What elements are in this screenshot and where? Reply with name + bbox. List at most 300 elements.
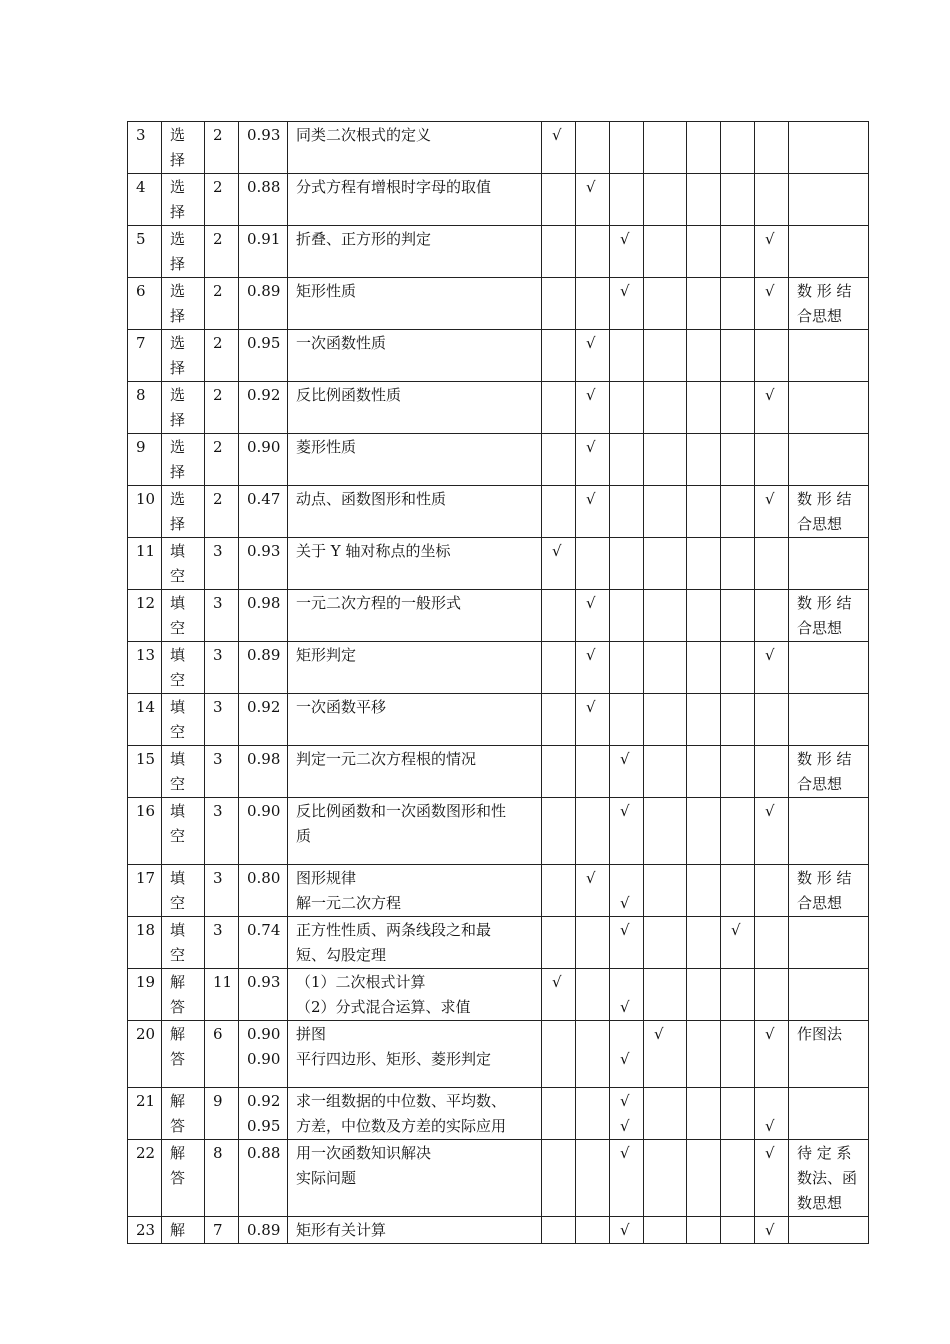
knowledge-point-line: 求一组数据的中位数、平均数、 <box>296 1092 507 1110</box>
knowledge-point-line: 矩形有关计算 <box>296 1221 387 1239</box>
question-type-line: 填 <box>170 802 186 820</box>
question-type-line: 择 <box>170 203 186 221</box>
check-mark-cell-line: √ <box>765 282 775 300</box>
check-mark-cell <box>644 1217 687 1244</box>
knowledge-point <box>288 1140 542 1217</box>
question-type-line: 空 <box>170 775 186 793</box>
method-note <box>789 278 869 330</box>
check-mark-cell-line: √ <box>765 646 775 664</box>
question-score-text: 3 <box>213 542 223 560</box>
question-number-text: 11 <box>136 542 156 560</box>
method-note <box>789 1021 869 1088</box>
check-mark-cell <box>610 122 644 174</box>
check-mark-cell <box>721 1217 755 1244</box>
question-score <box>205 486 239 538</box>
question-type-line: 择 <box>170 255 186 273</box>
method-note <box>789 865 869 917</box>
check-mark-cell-line: √ <box>586 646 596 664</box>
check-mark-cell <box>644 278 687 330</box>
difficulty <box>239 330 288 382</box>
question-type-line: 空 <box>170 567 186 585</box>
difficulty-line: 0.88 <box>247 1144 281 1162</box>
check-mark-cell <box>542 1021 576 1088</box>
check-mark-cell-line: √ <box>765 1117 775 1135</box>
check-mark-cell <box>644 382 687 434</box>
method-note <box>789 486 869 538</box>
check-mark-cell <box>721 746 755 798</box>
knowledge-point-line: 矩形判定 <box>296 646 357 664</box>
check-mark-cell <box>687 434 721 486</box>
question-type <box>162 486 205 538</box>
question-score <box>205 1140 239 1217</box>
difficulty <box>239 226 288 278</box>
check-mark-cell-line: √ <box>586 594 596 612</box>
check-mark-cell <box>576 917 610 969</box>
question-type <box>162 1021 205 1088</box>
method-note-line: 合思想 <box>797 515 843 533</box>
question-score <box>205 1021 239 1088</box>
check-mark-cell <box>576 486 610 538</box>
method-note <box>789 1217 869 1244</box>
check-mark-cell <box>721 865 755 917</box>
knowledge-point <box>288 330 542 382</box>
question-type-line: 填 <box>170 698 186 716</box>
question-number-text: 18 <box>136 921 156 939</box>
check-mark-cell <box>687 1021 721 1088</box>
check-mark-cell <box>755 486 789 538</box>
question-number-text: 7 <box>136 334 146 352</box>
question-number-text: 22 <box>136 1144 156 1162</box>
check-mark-cell <box>542 122 576 174</box>
table-row <box>128 1021 869 1088</box>
difficulty <box>239 1088 288 1140</box>
question-type-line: 择 <box>170 151 186 169</box>
question-number-text: 19 <box>136 973 156 991</box>
check-mark-cell <box>610 434 644 486</box>
question-number-text: 4 <box>136 178 146 196</box>
check-mark-cell-line: √ <box>620 894 630 912</box>
check-mark-cell <box>721 694 755 746</box>
check-mark-cell <box>644 1088 687 1140</box>
check-mark-cell <box>721 226 755 278</box>
check-mark-cell <box>542 642 576 694</box>
difficulty <box>239 694 288 746</box>
difficulty <box>239 122 288 174</box>
question-type-line: 填 <box>170 646 186 664</box>
table-row <box>128 969 869 1021</box>
question-type-line: 选 <box>170 438 186 456</box>
check-mark-cell-line: √ <box>620 1221 630 1239</box>
difficulty <box>239 174 288 226</box>
check-mark-cell <box>687 382 721 434</box>
difficulty <box>239 382 288 434</box>
check-mark-cell <box>644 969 687 1021</box>
check-mark-cell-line <box>620 1022 643 1047</box>
difficulty <box>239 538 288 590</box>
check-mark-cell <box>721 798 755 865</box>
question-score <box>205 746 239 798</box>
knowledge-point-line: 折叠、正方形的判定 <box>296 230 432 248</box>
check-mark-cell-line: √ <box>552 126 562 144</box>
check-mark-cell-line: √ <box>620 802 630 820</box>
question-type <box>162 746 205 798</box>
check-mark-cell <box>687 226 721 278</box>
check-mark-cell <box>542 330 576 382</box>
question-type <box>162 278 205 330</box>
difficulty-line: 0.74 <box>247 921 281 939</box>
difficulty-line: 0.89 <box>247 282 281 300</box>
knowledge-point-line: 实际问题 <box>296 1169 357 1187</box>
check-mark-cell <box>721 969 755 1021</box>
question-type-line: 择 <box>170 515 186 533</box>
difficulty-line: 0.93 <box>247 542 281 560</box>
check-mark-cell <box>610 694 644 746</box>
check-mark-cell <box>687 694 721 746</box>
table-row <box>128 122 869 174</box>
knowledge-point <box>288 278 542 330</box>
check-mark-cell-line: √ <box>620 230 630 248</box>
question-type-line: 解 <box>170 973 186 991</box>
check-mark-cell <box>542 969 576 1021</box>
check-mark-cell-line: √ <box>654 1025 664 1043</box>
check-mark-cell <box>576 278 610 330</box>
question-number <box>128 642 162 694</box>
question-score <box>205 538 239 590</box>
check-mark-cell <box>576 798 610 865</box>
question-score-text: 3 <box>213 869 223 887</box>
check-mark-cell-line: √ <box>765 490 775 508</box>
check-mark-cell <box>576 538 610 590</box>
difficulty <box>239 590 288 642</box>
method-note <box>789 746 869 798</box>
check-mark-cell <box>610 486 644 538</box>
question-number <box>128 746 162 798</box>
question-score-text: 3 <box>213 698 223 716</box>
question-number <box>128 486 162 538</box>
check-mark-cell <box>644 865 687 917</box>
check-mark-cell <box>542 382 576 434</box>
check-mark-cell <box>576 1140 610 1217</box>
check-mark-cell <box>687 1088 721 1140</box>
check-mark-cell <box>755 917 789 969</box>
knowledge-point <box>288 226 542 278</box>
knowledge-point <box>288 434 542 486</box>
check-mark-cell <box>610 865 644 917</box>
question-score-text: 9 <box>213 1092 223 1110</box>
question-number-text: 3 <box>136 126 146 144</box>
knowledge-point-line: 分式方程有增根时字母的取值 <box>296 178 492 196</box>
question-number <box>128 434 162 486</box>
check-mark-cell <box>755 865 789 917</box>
difficulty-line: 0.88 <box>247 178 281 196</box>
check-mark-cell <box>542 486 576 538</box>
check-mark-cell <box>610 1021 644 1088</box>
check-mark-cell-line: √ <box>586 438 596 456</box>
question-number-text: 17 <box>136 869 156 887</box>
question-score-text: 2 <box>213 282 223 300</box>
knowledge-point-line: 拼图 <box>296 1025 327 1043</box>
method-note <box>789 434 869 486</box>
question-score-text: 3 <box>213 750 223 768</box>
check-mark-cell <box>542 226 576 278</box>
check-mark-cell-line: √ <box>620 998 630 1016</box>
difficulty-line: 0.95 <box>247 334 281 352</box>
check-mark-cell <box>687 798 721 865</box>
method-note <box>789 330 869 382</box>
check-mark-cell <box>610 746 644 798</box>
check-mark-cell <box>755 434 789 486</box>
difficulty <box>239 917 288 969</box>
method-note-line: 合思想 <box>797 775 843 793</box>
knowledge-point <box>288 969 542 1021</box>
question-type <box>162 122 205 174</box>
method-note <box>789 174 869 226</box>
question-number-text: 15 <box>136 750 156 768</box>
question-type-line: 填 <box>170 869 186 887</box>
question-number <box>128 1217 162 1244</box>
question-number-text: 10 <box>136 490 156 508</box>
method-note <box>789 969 869 1021</box>
check-mark-cell <box>721 1088 755 1140</box>
check-mark-cell <box>721 538 755 590</box>
question-type <box>162 694 205 746</box>
question-type-line: 解 <box>170 1221 186 1239</box>
question-number-text: 23 <box>136 1221 156 1239</box>
method-note <box>789 122 869 174</box>
knowledge-point-line: 同类二次根式的定义 <box>296 126 432 144</box>
knowledge-point-line: 一次函数性质 <box>296 334 387 352</box>
check-mark-cell <box>576 382 610 434</box>
check-mark-cell-line: √ <box>586 334 596 352</box>
check-mark-cell <box>644 122 687 174</box>
difficulty <box>239 798 288 865</box>
check-mark-cell <box>610 917 644 969</box>
knowledge-point-line: 一元二次方程的一般形式 <box>296 594 462 612</box>
method-note-line: 数 形 结 <box>797 490 852 508</box>
check-mark-cell <box>542 694 576 746</box>
check-mark-cell <box>755 278 789 330</box>
question-score <box>205 865 239 917</box>
question-type-line: 择 <box>170 411 186 429</box>
knowledge-point <box>288 486 542 538</box>
check-mark-cell <box>721 330 755 382</box>
check-mark-cell-line: √ <box>586 386 596 404</box>
question-analysis-table <box>127 121 869 1244</box>
method-note <box>789 538 869 590</box>
knowledge-point-line: 菱形性质 <box>296 438 357 456</box>
check-mark-cell <box>755 746 789 798</box>
check-mark-cell <box>721 174 755 226</box>
knowledge-point-line: 反比例函数和一次函数图形和性 <box>296 802 507 820</box>
question-type <box>162 330 205 382</box>
check-mark-cell-line: √ <box>620 750 630 768</box>
check-mark-cell <box>644 330 687 382</box>
table-row <box>128 538 869 590</box>
question-number-text: 6 <box>136 282 146 300</box>
question-score-text: 2 <box>213 438 223 456</box>
check-mark-cell-line: √ <box>552 973 562 991</box>
check-mark-cell-line <box>620 970 643 995</box>
check-mark-cell <box>721 590 755 642</box>
table-row <box>128 382 869 434</box>
check-mark-cell <box>721 1140 755 1217</box>
table-row <box>128 746 869 798</box>
check-mark-cell <box>755 1021 789 1088</box>
check-mark-cell <box>755 226 789 278</box>
check-mark-cell <box>644 1021 687 1088</box>
question-type-line: 空 <box>170 619 186 637</box>
question-number <box>128 1088 162 1140</box>
question-number <box>128 1021 162 1088</box>
knowledge-point <box>288 590 542 642</box>
check-mark-cell <box>576 1217 610 1244</box>
method-note <box>789 694 869 746</box>
check-mark-cell-line <box>620 866 643 891</box>
question-number <box>128 1140 162 1217</box>
table-row <box>128 434 869 486</box>
question-type-line: 选 <box>170 490 186 508</box>
question-type <box>162 1140 205 1217</box>
difficulty <box>239 1217 288 1244</box>
check-mark-cell <box>755 538 789 590</box>
check-mark-cell <box>721 1021 755 1088</box>
question-type-line: 空 <box>170 894 186 912</box>
check-mark-cell <box>755 1088 789 1140</box>
method-note-line: 数法、函 <box>797 1169 858 1187</box>
check-mark-cell <box>687 122 721 174</box>
check-mark-cell <box>644 486 687 538</box>
difficulty-line: 0.98 <box>247 750 281 768</box>
check-mark-cell <box>687 865 721 917</box>
method-note-line: 待 定 系 <box>797 1144 852 1162</box>
table-row <box>128 1140 869 1217</box>
check-mark-cell <box>542 865 576 917</box>
check-mark-cell-line: √ <box>765 230 775 248</box>
check-mark-cell <box>610 798 644 865</box>
question-number-text: 12 <box>136 594 156 612</box>
difficulty <box>239 1021 288 1088</box>
check-mark-cell <box>542 590 576 642</box>
question-score-text: 3 <box>213 646 223 664</box>
question-type-line: 填 <box>170 921 186 939</box>
question-score <box>205 1088 239 1140</box>
check-mark-cell <box>644 174 687 226</box>
difficulty-line: 0.95 <box>247 1117 281 1135</box>
question-score-text: 2 <box>213 126 223 144</box>
knowledge-point-line: （2）分式混合运算、求值 <box>296 998 471 1016</box>
difficulty-line: 0.80 <box>247 869 281 887</box>
method-note <box>789 1140 869 1217</box>
check-mark-cell <box>576 330 610 382</box>
check-mark-cell <box>687 746 721 798</box>
check-mark-cell <box>644 917 687 969</box>
question-number-text: 21 <box>136 1092 156 1110</box>
knowledge-point <box>288 798 542 865</box>
question-type <box>162 382 205 434</box>
question-number-text: 20 <box>136 1025 156 1043</box>
difficulty-line: 0.89 <box>247 646 281 664</box>
question-score-text: 2 <box>213 334 223 352</box>
question-score-text: 2 <box>213 490 223 508</box>
question-type-line: 答 <box>170 1050 186 1068</box>
method-note-line: 合思想 <box>797 307 843 325</box>
check-mark-cell <box>542 538 576 590</box>
check-mark-cell <box>610 590 644 642</box>
knowledge-point-line: 图形规律 <box>296 869 357 887</box>
question-type-line: 填 <box>170 750 186 768</box>
difficulty-line: 0.90 <box>247 802 281 820</box>
question-type <box>162 226 205 278</box>
check-mark-cell <box>576 642 610 694</box>
question-type-line: 空 <box>170 671 186 689</box>
check-mark-cell <box>755 798 789 865</box>
question-type-line: 选 <box>170 386 186 404</box>
check-mark-cell <box>755 694 789 746</box>
difficulty <box>239 1140 288 1217</box>
question-score <box>205 798 239 865</box>
check-mark-cell <box>610 382 644 434</box>
check-mark-cell <box>644 746 687 798</box>
difficulty-line: 0.91 <box>247 230 281 248</box>
method-note <box>789 642 869 694</box>
check-mark-cell <box>721 917 755 969</box>
check-mark-cell <box>755 174 789 226</box>
check-mark-cell <box>542 798 576 865</box>
check-mark-cell-line: √ <box>586 490 596 508</box>
question-type <box>162 1088 205 1140</box>
check-mark-cell <box>721 122 755 174</box>
question-type-line: 选 <box>170 334 186 352</box>
check-mark-cell <box>644 798 687 865</box>
check-mark-cell <box>576 1088 610 1140</box>
difficulty <box>239 434 288 486</box>
question-number-text: 14 <box>136 698 156 716</box>
question-score <box>205 382 239 434</box>
check-mark-cell-line: √ <box>765 802 775 820</box>
question-number-text: 8 <box>136 386 146 404</box>
question-score <box>205 122 239 174</box>
knowledge-point-line: 反比例函数性质 <box>296 386 402 404</box>
question-number-text: 16 <box>136 802 156 820</box>
check-mark-cell <box>687 1217 721 1244</box>
method-note-line: 数 形 结 <box>797 750 852 768</box>
question-score <box>205 330 239 382</box>
method-note <box>789 226 869 278</box>
check-mark-cell <box>644 1140 687 1217</box>
table-row <box>128 642 869 694</box>
check-mark-cell <box>644 538 687 590</box>
knowledge-point <box>288 1021 542 1088</box>
method-note-line: 数 形 结 <box>797 282 852 300</box>
knowledge-point <box>288 642 542 694</box>
question-type-line: 择 <box>170 359 186 377</box>
question-number <box>128 798 162 865</box>
knowledge-point <box>288 917 542 969</box>
table-row <box>128 1088 869 1140</box>
check-mark-cell <box>576 865 610 917</box>
question-score <box>205 1217 239 1244</box>
check-mark-cell <box>576 174 610 226</box>
check-mark-cell-line: √ <box>552 542 562 560</box>
check-mark-cell <box>687 642 721 694</box>
difficulty <box>239 486 288 538</box>
knowledge-point-line: （1）二次根式计算 <box>296 973 426 991</box>
knowledge-point-line: 方差，中位数及方差的实际应用 <box>296 1117 507 1135</box>
check-mark-cell <box>610 1140 644 1217</box>
check-mark-cell <box>755 382 789 434</box>
question-number <box>128 917 162 969</box>
check-mark-cell <box>576 122 610 174</box>
